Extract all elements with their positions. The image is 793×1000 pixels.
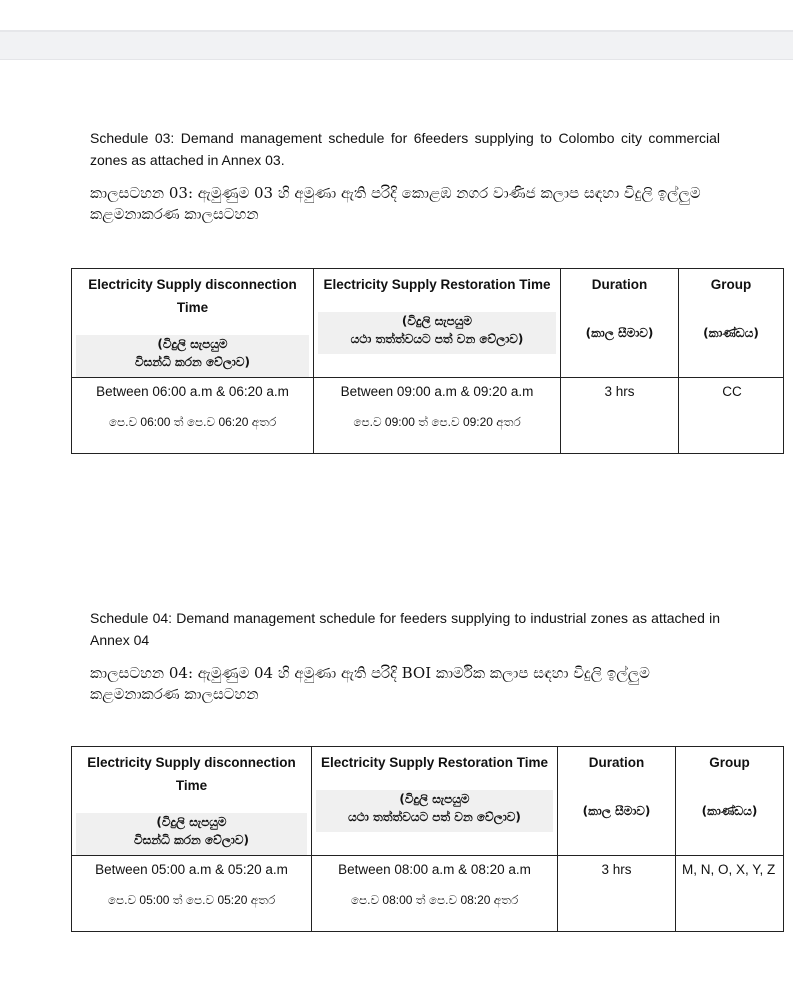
cell-sinhala-text: පෙ.ව 08:00 ත් පෙ.ව 08:20 අතර xyxy=(350,893,519,907)
header-sinhala-line: විසන්ධි කරන වේලාව) xyxy=(133,833,249,847)
header-disconnection-time xyxy=(72,747,312,856)
cell-duration xyxy=(558,856,676,932)
schedule-04-table xyxy=(71,746,784,932)
schedule-04-title: Schedule 04: Demand management schedule for feeders supplying to industrial zones as attached in Annex 04 xyxy=(90,610,720,648)
table-header-row xyxy=(72,747,784,856)
header-sinhala-line: යථා තත්ත්වයට පත් වන වේලාව) xyxy=(350,332,524,346)
header-label: Duration xyxy=(588,755,645,770)
schedule-04-sinhala-title: කාලසටහන 04: ඇමුණුම 04 හි අමුණා ඇති පරිදි BOI කාර්මික කලාප සඳහා විදුලි ඉල්ලුම කළමනාකරණ කාලසටහන xyxy=(90,664,650,703)
viewer-top-bar xyxy=(0,0,793,60)
cell-disconnection-time xyxy=(72,378,314,454)
header-restoration-time xyxy=(312,747,558,856)
cell-sinhala-text: පෙ.ව 06:00 ත් පෙ.ව 06:20 අතර xyxy=(108,415,277,429)
cell-duration xyxy=(561,378,679,454)
cell-english-text: CC xyxy=(722,384,742,399)
cell-group xyxy=(679,378,784,454)
header-sinhala-label xyxy=(76,335,309,377)
cell-restoration-time xyxy=(314,378,561,454)
cell-english-text: Between 06:00 a.m & 06:20 a.m xyxy=(96,384,289,399)
header-sinhala-line: විසන්ධි කරන වේලාව) xyxy=(134,355,250,369)
schedule-03-sinhala-title: කාලසටහන 03: ඇමුණුම 03 හි අමුණා ඇති පරිදි කොළඹ නගර වාණිජ කලාප සඳහා විදුලි ඉල්ලුම කළමනාකරණ කාලසටහන xyxy=(90,184,701,223)
header-sinhala-line: (විදුලි සැපයුම xyxy=(157,337,228,351)
header-sinhala-line: යථා තත්ත්වයට පත් වන වේලාව) xyxy=(348,810,521,824)
header-sinhala-label xyxy=(316,790,553,832)
cell-english-text: Between 09:00 a.m & 09:20 a.m xyxy=(340,384,534,399)
header-sinhala-label: (කාල සීමාව) xyxy=(585,326,654,340)
header-label: Electricity Supply Restoration Time xyxy=(320,755,549,770)
schedule-03-heading xyxy=(90,127,720,225)
header-sinhala-line: (විදුලි සැපයුම xyxy=(401,314,473,328)
header-sinhala-label xyxy=(76,813,307,855)
cell-english-text: M, N, O, X, Y, Z xyxy=(682,862,776,877)
cell-restoration-time xyxy=(312,856,558,932)
table-header-row xyxy=(72,269,784,378)
cell-sinhala-text: පෙ.ව 09:00 ත් පෙ.ව 09:20 අතර xyxy=(353,415,521,429)
cell-english-text: 3 hrs xyxy=(604,384,635,399)
header-label: Electricity Supply disconnection Time xyxy=(88,277,297,315)
table-row xyxy=(72,856,784,932)
header-label: Electricity Supply disconnection Time xyxy=(87,755,296,793)
header-duration xyxy=(558,747,676,856)
header-disconnection-time xyxy=(72,269,314,378)
table-row xyxy=(72,378,784,454)
cell-english-text: 3 hrs xyxy=(601,862,632,877)
schedule-04-heading xyxy=(90,607,720,705)
header-restoration-time xyxy=(314,269,561,378)
header-group xyxy=(676,747,784,856)
cell-group xyxy=(676,856,784,932)
cell-sinhala-text: පෙ.ව 05:00 ත් පෙ.ව 05:20 අතර xyxy=(107,893,276,907)
header-group xyxy=(679,269,784,378)
header-label: Group xyxy=(709,755,750,770)
schedule-03-title: Schedule 03: Demand management schedule for 6feeders supplying to Colombo city commercial zones as attached in Annex 03. xyxy=(90,130,720,168)
schedule-03-table xyxy=(71,268,784,454)
header-duration xyxy=(561,269,679,378)
header-sinhala-label: (කාල සීමාව) xyxy=(582,804,651,818)
cell-english-text: Between 05:00 a.m & 05:20 a.m xyxy=(95,862,288,877)
cell-english-text: Between 08:00 a.m & 08:20 a.m xyxy=(338,862,531,877)
header-label: Electricity Supply Restoration Time xyxy=(323,277,551,292)
cell-disconnection-time xyxy=(72,856,312,932)
header-sinhala-label xyxy=(318,312,556,354)
header-label: Duration xyxy=(591,277,648,292)
header-sinhala-line: (විදුලි සැපයුම xyxy=(156,815,227,829)
header-label: Group xyxy=(710,277,752,292)
header-sinhala-label: (කාණ්ඩය) xyxy=(701,804,758,818)
header-sinhala-line: (විදුලි සැපයුම xyxy=(399,792,470,806)
header-sinhala-label: (කාණ්ඩය) xyxy=(703,326,759,340)
